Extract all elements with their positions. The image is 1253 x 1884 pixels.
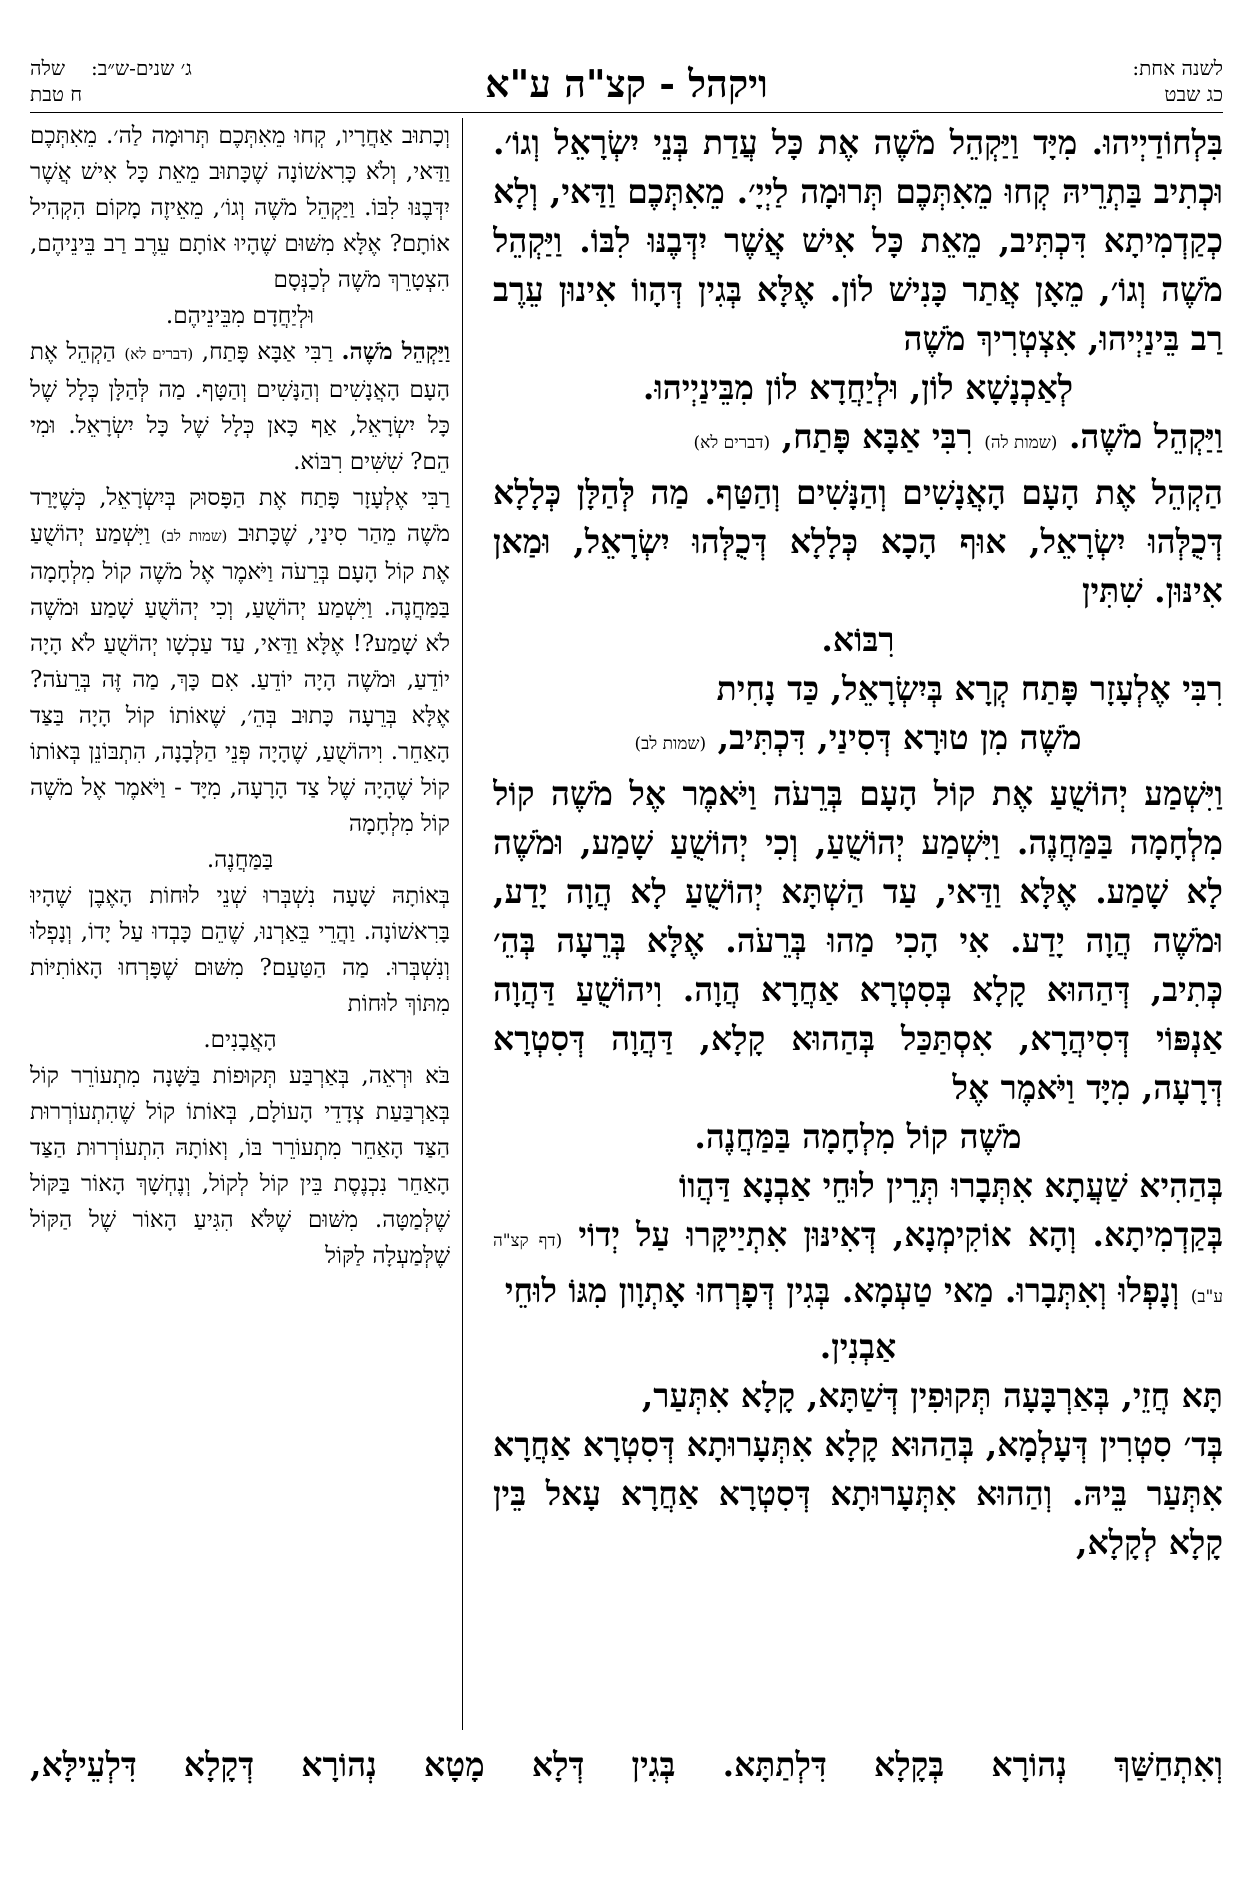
main-para-4-end: אַבְנִין.	[819, 1327, 897, 1366]
main-para-2-verse: הַקְהֵל אֶת הָעָם הָאֲנָשִׁים וְהַנָּשִׁים וְהַטַּף. מַה לְּהַלָּן כְּלָלָא דְּכֻלְּהוּ יִשְׂרָאֵל, אוּף הָכָא כְּלָלָא דְּכֻלְּהוּ יִשְׂרָאֵל, וּמַאן אִינּוּן. שִׁתִּין	[493, 473, 1223, 610]
main-para-3-end: מֹשֶׁה קוֹל מִלְחָמָה בַּמַּחֲנֶה.	[694, 1117, 1022, 1156]
main-para-2-head	[493, 412, 1223, 468]
header-left	[30, 55, 192, 107]
main-para-1-end: לְאַכְנָשָׁא לוֹן, וּלְיַחֲדָא לוֹן מִבֵּינַיְיהוּ.	[642, 368, 1074, 407]
page-title: ויקהל - קצ"ה ע"א	[485, 61, 768, 106]
side-para-4: בְּאוֹתָהּ שָׁעָה נִשְׁבְּרוּ שְׁנֵי לוּחוֹת הָאֶבֶן שֶׁהָיוּ בָּרִאשׁוֹנָה. וַהֲרֵי בֵּאַרְנוּ, שֶׁהֵם כָּבְדוּ עַל יָדוֹ, וְנָפְלוּ וְנִשְׁבְּרוּ. מַה הַטַּעַם? מִשּׁוּם שֶׁפָּרְחוּ הָאוֹתִיּוֹת מִתּוֹךְ לוּחוֹת	[30, 883, 450, 1017]
side-para-2-body: הַקְהֵל אֶת הָעָם הָאֲנָשִׁים וְהַנָּשִׁים וְהַטָּף. מַה לְּהַלָּן כְּלָל שֶׁל כָּל יִשְׂרָאֵל, אַף כָּאן כְּלָל שֶׁל כָּל יִשְׂרָאֵל. וּמִי הֵם? שִׁשִּׁים רִבּוֹא.	[30, 339, 450, 475]
side-para-1-end: וּלְיַחֲדָם מִבֵּינֵיהֶם.	[165, 303, 315, 329]
main-para-5-b: בְּד׳ סִטְרִין דְּעָלְמָא, בְּהַהוּא קָלָא אִתְּעָרוּתָא דְּסִטְרָא אַחֲרָא אִתְּעַר בֵּיהּ. וְהַהוּא אִתְּעָרוּתָא דְּסִטְרָא אַחֲרָא עָאל בֵּין קָלָא לְקָלָא,	[493, 1425, 1223, 1562]
header-right-line2: כג שבט	[1164, 82, 1223, 106]
main-column	[493, 118, 1223, 1728]
footer-line: וְאִתְחַשַּׁךְ נְהוֹרָא בְּקָלָא דִּלְתַתָּא. בְּגִין דְּלָא מָטָא נְהוֹרָא דְּקָלָא דִּלְעֵילָּא,	[30, 1745, 1223, 1784]
side-para-3-a: רַבִּי אֶלְעָזָר פָּתַח אֶת הַפָּסוּק בְּיִשְׂרָאֵל, כְּשֶׁיָּרַד מֹשֶׁה מֵהַר סִינַי, שֶׁכָּתוּב	[30, 485, 450, 547]
side-para-5: בֹּא וּרְאֵה, בְּאַרְבַּע תְּקוּפוֹת בַּשָּׁנָה מִתְעוֹרֵר קוֹל בְּאַרְבַּעַת צְדָדֵי הָעוֹלָם, בְּאוֹתוֹ קוֹל שֶׁהִתְעוֹרְרוּת הַצַּד הָאַחֵר מִתְעוֹרֵר בּוֹ, וְאוֹתָהּ הִתְעוֹרְרוּת הַצַּד הָאַחֵר נִכְנֶסֶת בֵּין קוֹל לְקוֹל, וְנֶחְשָׁךְ הָאוֹר בַּקּוֹל שֶׁלְּמַטָּה. מִשּׁוּם שֶׁלֹּא הִגִּיעַ הָאוֹר שֶׁל הַקּוֹל שֶׁלְּמַעְלָה לַקּוֹל	[30, 1063, 450, 1269]
main-para-4-b-line	[493, 1210, 1223, 1322]
main-para-2-mid: רִבִּי אַבָּא פָּתַח,	[781, 417, 973, 456]
header-right-line1: לשנה אחת:	[1132, 56, 1223, 80]
side-para-2	[30, 334, 450, 480]
main-ref-devarim-31: (דברים לא)	[693, 433, 771, 453]
main-para-3-b: מֹשֶׁה מִן טוּרָא דְּסִינַי, דִּכְתִּיב,	[717, 718, 1082, 757]
main-para-3-c: וַיִּשְׁמַע יְהוֹשֻׁעַ אֶת קוֹל הָעָם בְּרֵעֹה וַיֹּאמֶר אֶל מֹשֶׁה קוֹל מִלְחָמָה בַּמַּחֲנֶה. וַיִּשְׁמַע יְהוֹשֻׁעַ, וְכִי יְהוֹשֻׁעַ שָׁמַע, וּמֹשֶׁה לָא שָׁמַע. אֶלָּא וַדַּאי, עַד הַשְׁתָּא יְהוֹשֻׁעַ לָא הֲוָה יָדַע, וּמֹשֶׁה הֲוָה יָדַע. אִי הָכִי מַהוּ בְּרֵעֹה. אֶלָּא בְּרֵעָה בְּהֵ׳ כְּתִיב, דְּהַהוּא קָלָא בְּסִטְרָא אַחֲרָא הֲוָה. וִיהוֹשֻׁעַ דַּהֲוָה אַנְפּוֹי דְּסִיהֲרָא, אִסְתַּכַּל בְּהַהוּא קָלָא, דַּהֲוָה דְּסִטְרָא דְּרָעָה, מִיָּד וַיֹּאמֶר אֶל	[493, 774, 1223, 1107]
main-para-3-a: רִבִּי אֶלְעָזָר פָּתַח קְרָא בְּיִשְׂרָאֵל, כַּד נָחִית	[716, 669, 1223, 708]
main-para-5-a: תָּא חֲזֵי, בְּאַרְבָּעָה תְּקוּפִין דְּשַׁתָּא, קָלָא אִתְּעַר,	[641, 1376, 1223, 1415]
side-para-3	[30, 480, 450, 842]
main-ref-shemot-32: (שמות לב)	[634, 734, 707, 754]
main-para-2-end: רִבּוֹא.	[821, 620, 895, 659]
side-para-3-b: וַיִּשְׁמַע יְהוֹשֻׁעַ אֶת קוֹל הָעָם בְּרֵעֹה וַיֹּאמֶר אֶל מֹשֶׁה קוֹל מִלְחָמָה בַּמַּחֲנֶה. וַיִּשְׁמַע יְהוֹשֻׁעַ, וְכִי יְהוֹשֻׁעַ שָׁמַע וּמֹשֶׁה לֹא שָׁמַע?! אֶלָּא וַדַּאי, עַד עַכְשָׁו יְהוֹשֻׁעַ לֹא הָיָה יוֹדֵעַ, וּמֹשֶׁה הָיָה יוֹדֵעַ. אִם כָּךְ, מַה זֶּה בְּרֵעֹה? אֶלָּא בְּרֵעָה כָּתוּב בְּהֵ׳, שֶׁאוֹתוֹ קוֹל הָיָה בַּצַּד הָאַחֵר. וִיהוֹשֻׁעַ, שֶׁהָיָה פְּנֵי הַלְּבָנָה, הִתְבּוֹנֵן בְּאוֹתוֹ קוֹל שֶׁהָיָה שֶׁל צַד הָרָעָה, מִיָּד - וַיֹּאמֶר אֶל מֹשֶׁה קוֹל מִלְחָמָה	[30, 521, 450, 837]
column-divider	[462, 118, 463, 1730]
header-left-part2: שלה	[30, 56, 66, 80]
side-para-3-end: בַּמַּחֲנֶה.	[206, 847, 274, 873]
side-column	[30, 118, 450, 1728]
main-para-2-lead: וַיַּקְהֵל מֹשֶׁה.	[1068, 417, 1223, 456]
side-para-1: וְכָתוּב אַחֲרָיו, קְחוּ מֵאִתְּכֶם תְּרוּמָה לַה׳. מֵאִתְּכֶם וַדַּאי, וְלֹא כָּרִאשׁוֹנָה שֶׁכָּתוּב מֵאֵת כָּל אִישׁ אֲשֶׁר יִדְּבֶנּוּ לִבּוֹ. וַיַּקְהֵל מֹשֶׁה וְגוֹ׳, מֵאֵיזֶה מָקוֹם הִקְהִיל אוֹתָם? אֶלָּא מִשּׁוּם שֶׁהָיוּ אוֹתָם עֵרֶב רַב בֵּינֵיהֶם, הִצְטָרֵךְ מֹשֶׁה לְכַנְּסָם	[30, 123, 450, 293]
header-left-part1: ג׳ שנים-ש״ב:	[91, 56, 192, 80]
side-para-2-lead: וַיַּקְהֵל מֹשֶׁה.	[341, 338, 450, 365]
header-left-line2: ח טבת	[30, 82, 83, 106]
main-para-1: בִּלְחוֹדַיְיהוּ. מִיָּד וַיַּקְהֵל מֹשֶׁה אֶת כָּל עֲדַת בְּנֵי יִשְׂרָאֵל וְגוֹ׳. וּכְתִיב בַּתְרֵיהּ קְחוּ מֵאִתְּכֶם תְּרוּמָה לַיְיָ׳. מֵאִתְּכֶם וַדַּאי, וְלָא כְקַדְמִיתָא דִּכְתִּיב, מֵאֵת כָּל אִישׁ אֲשֶׁר יִדְּבֶנּוּ לִבּוֹ. וַיַּקְהֵל מֹשֶׁה וְגוֹ׳, מֵאָן אֲתַר כָּנִישׁ לוֹן. אֶלָּא בְּגִין דְּהָווֹ אִינוּן עֵרֶב רַב בֵּינַיְיהוּ, אִצְטְרִיךְ מֹשֶׁה	[493, 123, 1223, 358]
main-ref-daf: (דף קצ"ה ע"ב)	[493, 1231, 1223, 1307]
header-rule	[30, 112, 1223, 113]
side-ref-devarim-31: (דברים לא)	[124, 345, 194, 363]
main-ref-shemot-35: (שמות לה)	[984, 433, 1058, 453]
main-para-4-c: וְנָפְלוּ וְאִתְּבָרוּ. מַאי טַעְמָא. בְּגִין דְּפָרְחוּ אָתְוָון מִגּוֹ לוּחֵי	[504, 1271, 1180, 1310]
side-para-2-mid: רַבִּי אַבָּא פָּתַח,	[201, 339, 333, 365]
main-para-4-b: בְּקַדְמִיתָא. וְהָא אוֹקִימְנָא, דְּאִינּוּן אִתְיַיקָּרוּ עַל יְדוֹי	[578, 1215, 1223, 1254]
page-header	[30, 55, 1223, 113]
main-para-3-b-line	[493, 713, 1223, 769]
side-ref-shemot-32: (שמות לב)	[160, 527, 228, 545]
main-para-4-a: בְּהַהִיא שַׁעֲתָא אִתְּבָרוּ תְּרֵין לוּחֵי אַבְנָא דַּהֲווֹ	[678, 1166, 1223, 1205]
side-para-4-end: הָאֲבָנִים.	[203, 1027, 277, 1053]
